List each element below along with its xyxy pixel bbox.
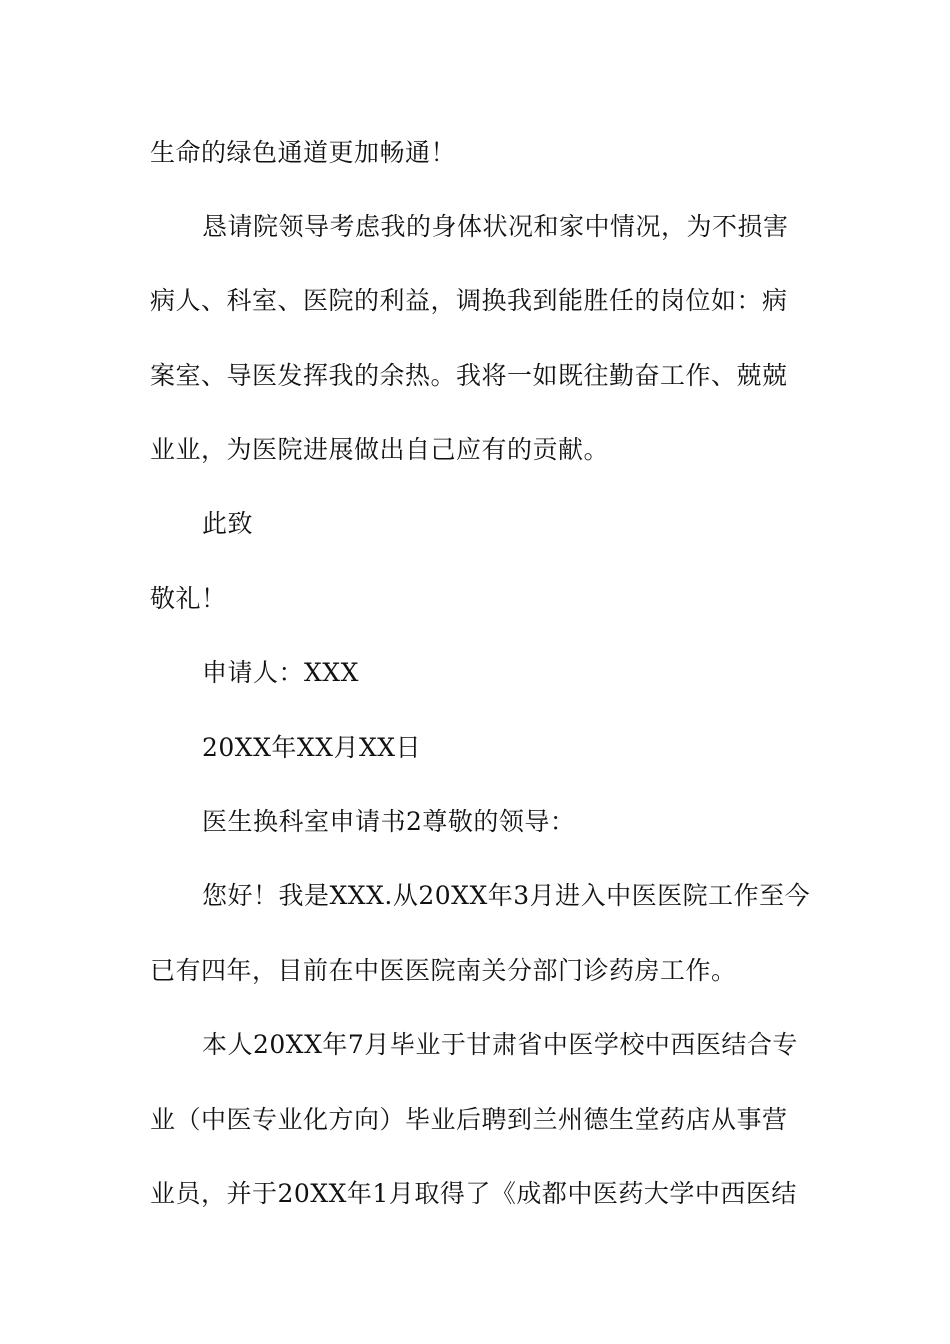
text-line: 业（中医专业化方向）毕业后聘到兰州德生堂药店从事营	[150, 1105, 788, 1134]
text-line: 业业，为医院进展做出自己应有的贡献。	[150, 435, 610, 464]
paragraph-line: 本人20XX年7月毕业于甘肃省中医学校中西医结合专	[202, 1030, 798, 1059]
text-line: 已有四年，目前在中医医院南关分部门诊药房工作。	[150, 956, 737, 985]
applicant-name: 申请人：XXX	[202, 658, 359, 687]
text-line: 生命的绿色通道更加畅通！	[150, 138, 457, 167]
document-date: 20XX年XX月XX日	[202, 733, 422, 762]
closing-salutation: 此致	[202, 509, 254, 538]
section-heading: 医生换科室申请书2尊敬的领导：	[202, 807, 576, 836]
paragraph-line: 恳请院领导考虑我的身体状况和家中情况，为不损害	[202, 212, 789, 241]
text-line: 病人、科室、医院的利益，调换我到能胜任的岗位如：病	[150, 286, 788, 315]
closing-regards: 敬礼！	[150, 584, 227, 613]
text-line: 业员，并于20XX年1月取得了《成都中医药大学中西医结	[150, 1179, 797, 1208]
text-line: 案室、导医发挥我的余热。我将一如既往勤奋工作、兢兢	[150, 361, 788, 390]
paragraph-line: 您好！我是XXX.从20XX年3月进入中医医院工作至今	[202, 881, 811, 910]
